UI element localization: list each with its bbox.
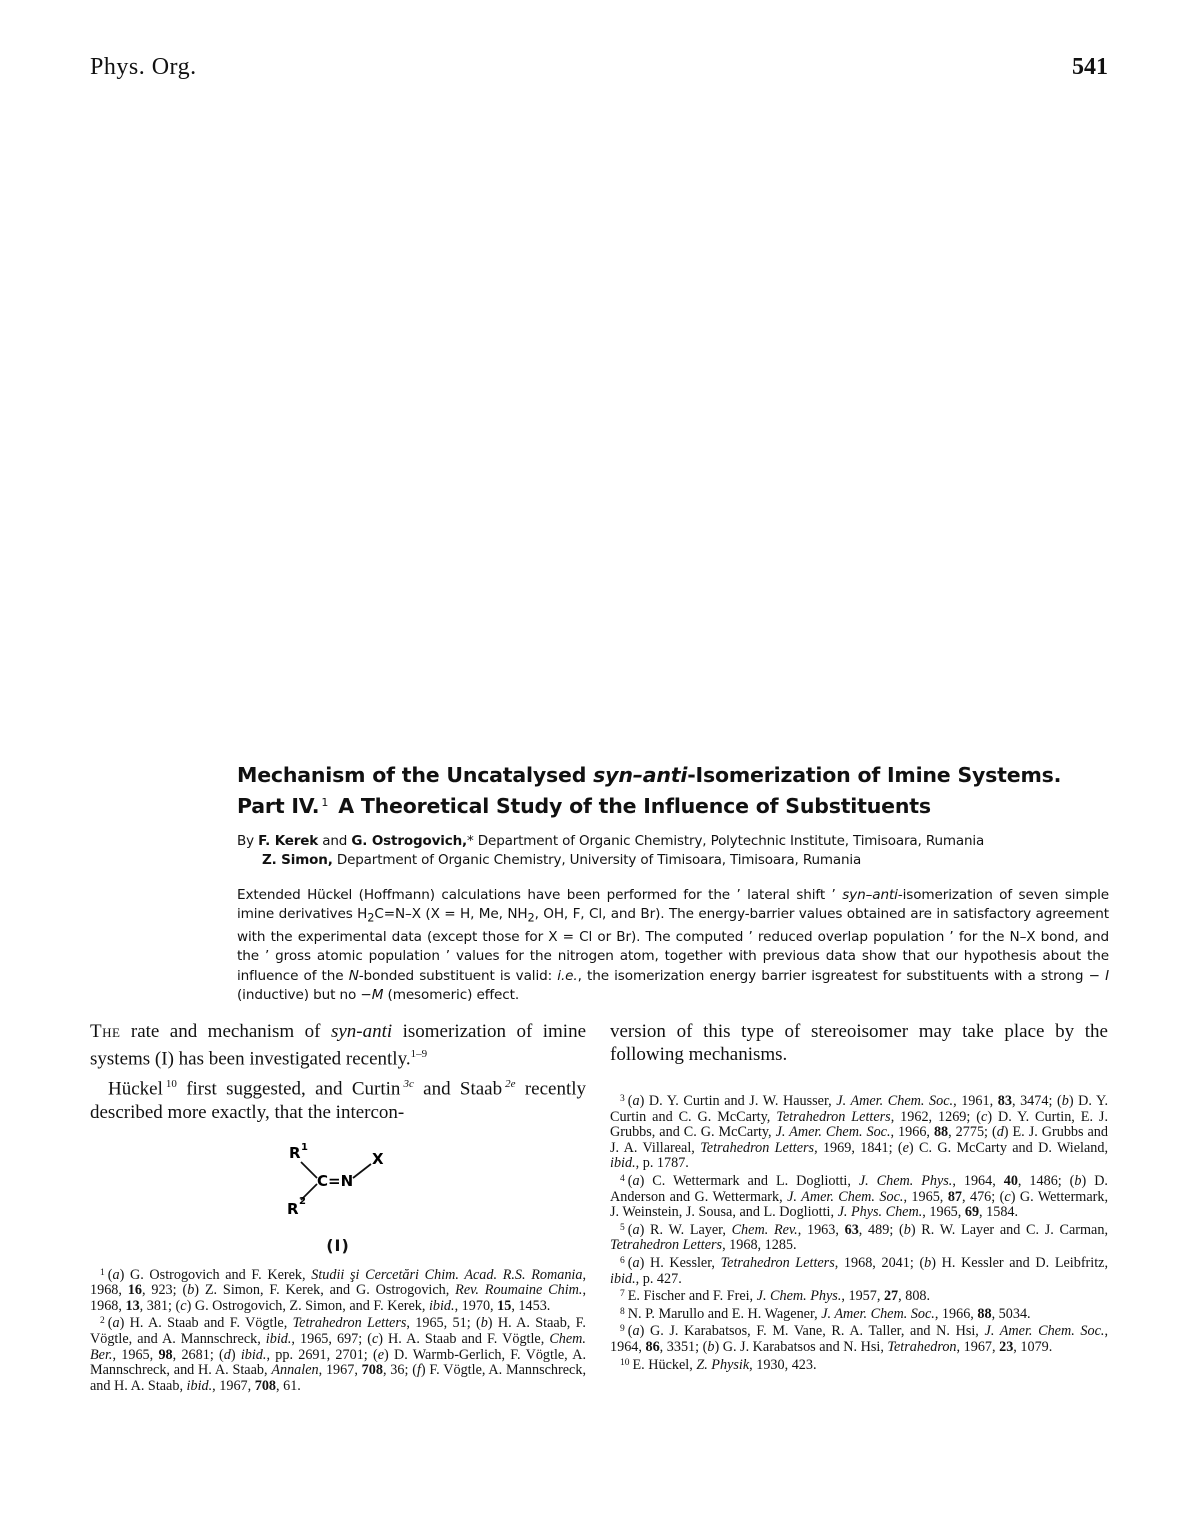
article-title: Mechanism of the Uncatalysed syn–anti-Isomerization of Imine Systems. Part IV. $^1$ A Theoretical Study of the Influence of Substituents — [237, 763, 1062, 818]
r1-label: R — [289, 1143, 301, 1162]
footnote: $^6$ (a) H. Kessler, Tetrahedron Letters, 1968, 2041; (b) H. Kessler and D. Leibfritz, ibid., p. 427. — [610, 1254, 1108, 1287]
compound-label: (I) — [326, 1235, 350, 1255]
footnote: $^3$ (a) D. Y. Curtin and J. W. Hausser, J. Amer. Chem. Soc., 1961, 83, 3474; (b) D. Y. Curtin and C. G. McCarty, Tetrahedron Letters, 1962, 1269; (c) D. Y. Curtin, E. J. Grubbs, and C. G. McCarty, J. Amer. Chem. Soc., 1966, 88, 2775; (d) E. J. Grubbs and J. A. Villareal, Tetrahedron Letters, 1969, 1841; (e) C. G. McCarty and D. Wieland, ibid., p. 1787. — [610, 1093, 1109, 1172]
author-name: F. Kerek — [258, 833, 319, 849]
footnote: $^{10}$ E. Hückel, Z. Physik, 1930, 423. — [620, 1356, 817, 1373]
r2-label: R — [287, 1199, 299, 1218]
footnote: $^5$ (a) R. W. Layer, Chem. Rev., 1963, 63, 489; (b) R. W. Layer and C. J. Carman, Tetrahedron Letters, 1968, 1285. — [610, 1221, 1109, 1254]
affiliation: * Department of Organic Chemistry, Polytechnic Institute, Timisoara, Rumania — [467, 833, 985, 849]
body-paragraph: Hückel $^{10}$ first suggested, and Curtin $^{3c}$ and Staab $^{2e}$ recently described more exactly, that the intercon- — [90, 1078, 587, 1123]
author-block: By F. Kerek and G. Ostrogovich,* Department of Organic Chemistry, Polytechnic Institute, Timisoara, Rumania Z. Simon, Department of Organic Chemistry, University of Timisoara, Timisoara, Rumania — [237, 833, 985, 868]
footnote: $^1$ (a) G. Ostrogovich and F. Kerek, Studii şi Cercetări Chim. Acad. R.S. Romania, 1968, 16, 923; (b) Z. Simon, F. Kerek, and G. Ostrogovich, Rev. Roumaine Chim., 1968, 13, 381; (c) G. Ostrogovich, Z. Simon, and F. Kerek, ibid., 1970, 15, 1453. — [90, 1266, 587, 1314]
bond-r1-c — [301, 1162, 317, 1178]
page-number: 541 — [1072, 54, 1108, 80]
footnote: $^9$ (a) G. J. Karabatsos, F. M. Vane, R. A. Taller, and N. Hsi, J. Amer. Chem. Soc., 1964, 86, 3351; (b) G. J. Karabatsos and N. Hsi, Tetrahedron, 1967, 23, 1079. — [610, 1323, 1108, 1355]
r1-superscript: 1 — [301, 1141, 308, 1153]
right-column — [610, 1020, 1108, 1373]
chemical-structure — [90, 1138, 586, 1256]
r2-superscript: 2 — [299, 1195, 306, 1207]
cn-label: C=N — [317, 1171, 354, 1190]
body-paragraph: The rate and mechanism of syn-anti isomerization of imine systems (I) has been investigated recently.$^{1-9}$ — [90, 1021, 587, 1070]
footnotes-left — [90, 1266, 586, 1395]
journal-section: Phys. Org. — [90, 54, 197, 80]
x-label: X — [372, 1149, 384, 1168]
footnote: $^4$ (a) C. Wettermark and L. Dogliotti, J. Chem. Phys., 1964, 40, 1486; (b) D. Anderson and G. Wettermark, J. Amer. Chem. Soc., 1965, 87, 476; (c) G. Wettermark, J. Weinstein, J. Sousa, and L. Dogliotti, J. Phys. Chem., 1965, 69, 1584. — [610, 1172, 1109, 1221]
left-column — [90, 1020, 586, 1394]
body-paragraph: version of this type of stereoisomer may take place by the following mechanisms. — [610, 1021, 1108, 1065]
author-name: G. Ostrogovich, — [351, 833, 468, 849]
footnote: $^2$ (a) H. A. Staab and F. Vögtle, Tetrahedron Letters, 1965, 51; (b) H. A. Staab, F. Vögtle, and A. Mannschreck, ibid., 1965, 697; (c) H. A. Staab and F. Vögtle, Chem. Ber., 1965, 98, 2681; (d) ibid., pp. 2691, 2701; (e) D. Warmb-Gerlich, F. Vögtle, A. Mannschreck, and H. A. Staab, Annalen, 1967, 708, 36; (f) F. Vögtle, A. Mannschreck, and H. A. Staab, ibid., 1967, 708, 61. — [90, 1315, 586, 1394]
author-name: Z. Simon, — [262, 852, 333, 868]
running-head — [90, 54, 1108, 84]
footnotes-right — [610, 1092, 1108, 1373]
imine-structure-diagram — [275, 1138, 425, 1224]
footnote: $^8$ N. P. Marullo and E. H. Wagener, J. Amer. Chem. Soc., 1966, 88, 5034. — [620, 1305, 1031, 1322]
bond-n-x — [353, 1164, 371, 1178]
affiliation: Department of Organic Chemistry, University of Timisoara, Timisoara, Rumania — [332, 852, 862, 868]
footnote: $^7$ E. Fischer and F. Frei, J. Chem. Phys., 1957, 27, 808. — [620, 1288, 931, 1305]
abstract: Extended Hückel (Hoffmann) calculations have been performed for the ’ lateral shift ’ syn–anti-isomerization of seven simple imine derivatives $H_2C=N-X$ (X = H, Me, $NH_2$, OH, F, Cl, and Br). The energy-barrier values obtained are in satisfactory agreement with the experimental data (except those for X = Cl or Br). The computed ’ reduced overlap population ’ for the N–X bond, and the ’ gross atomic population ’ values for the nitrogen atom, together with previous data show that our hypothesis about the influence of the N-bonded substituent is valid: i.e., the isomerization energy barrier isgreatest for substituents with a strong − I (inductive) but no −M (mesomeric) effect. — [237, 887, 1109, 1003]
